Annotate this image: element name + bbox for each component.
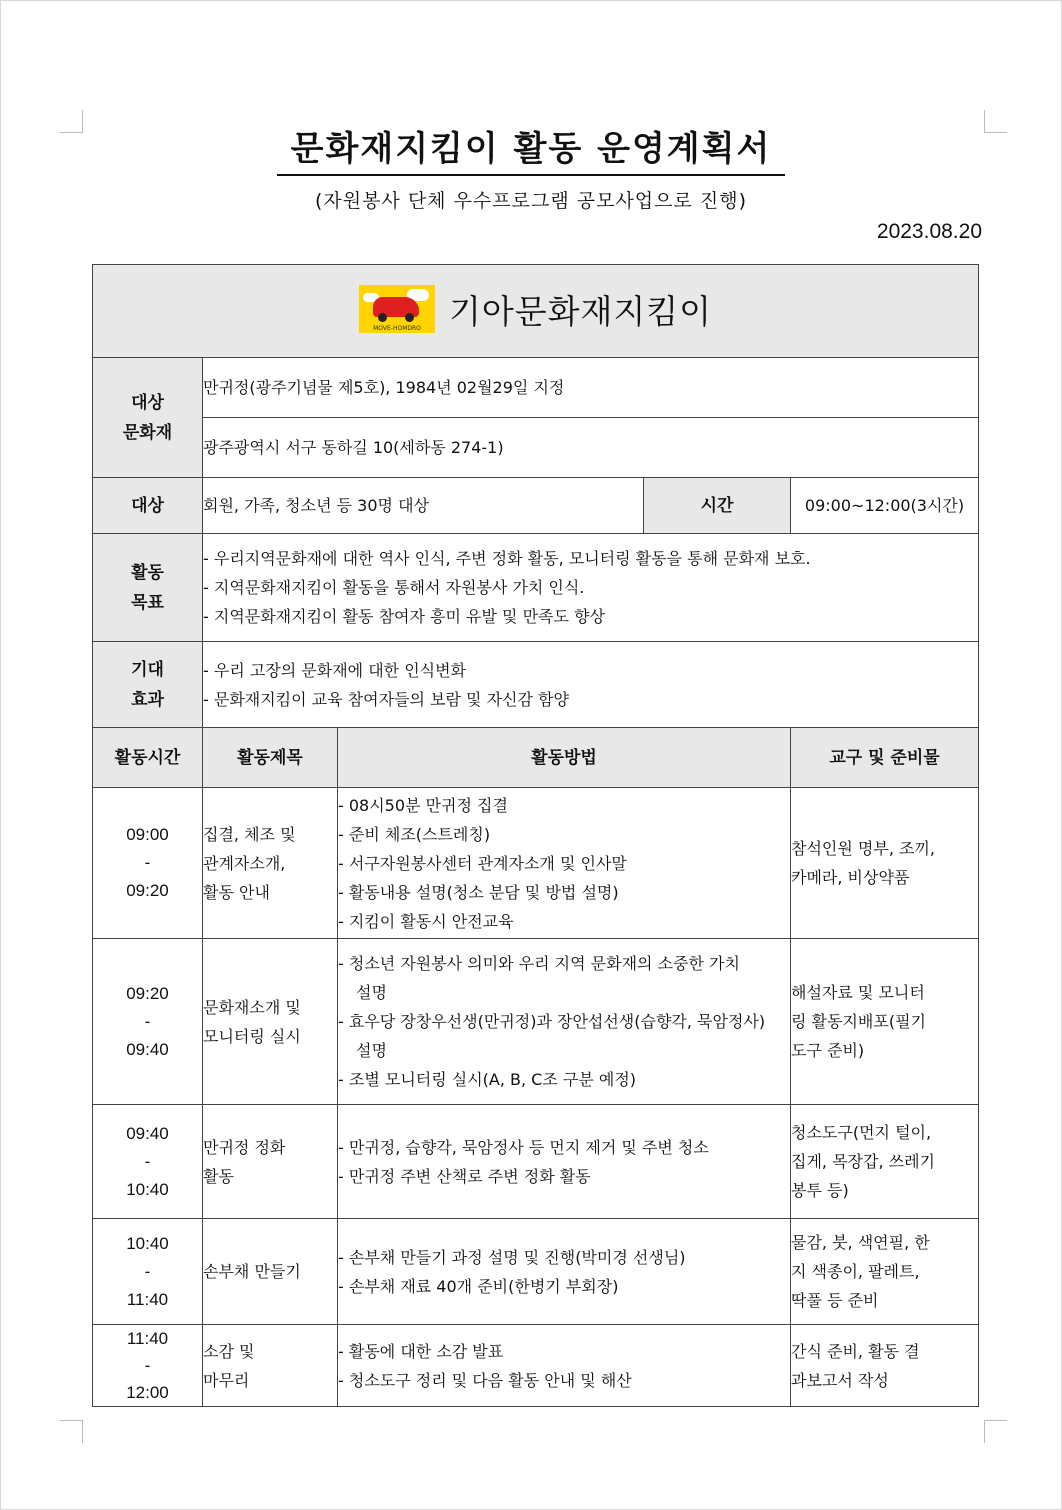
heritage-label: 대상 문화재 — [93, 358, 203, 478]
row-method: - 손부채 만들기 과정 설명 및 진행(박미경 선생님) - 손부채 재료 40개 준비(한병기 부회장) — [338, 1219, 791, 1325]
row-title: 문화재소개 및 모니터링 실시 — [203, 939, 338, 1105]
table-row — [93, 1219, 979, 1325]
goal-label: 활동 목표 — [93, 534, 203, 642]
document-title-wrap — [0, 128, 1062, 176]
row-time: 09:40 - 10:40 — [93, 1105, 203, 1219]
col-header-time: 활동시간 — [93, 728, 203, 788]
row-time: 09:00 - 09:20 — [93, 788, 203, 939]
row-time: 09:20 - 09:40 — [93, 939, 203, 1105]
org-banner — [93, 265, 979, 358]
heritage-address: 광주광역시 서구 동하길 10(세하동 274-1) — [203, 418, 979, 478]
table-row — [93, 939, 979, 1105]
heritage-row-2 — [93, 418, 979, 478]
effect-list — [203, 642, 979, 728]
goal-item: - 지역문화재지킴이 활동 참여자 흥미 유발 및 만족도 향상 — [203, 607, 605, 626]
goal-item: - 우리지역문화재에 대한 역사 인식, 주변 정화 활동, 모니터링 활동을 통해 문화재 보호. — [203, 549, 811, 568]
goal-list — [203, 534, 979, 642]
logo-tagline: MOVE-HOMDRO — [373, 325, 421, 332]
row-materials: 참석인원 명부, 조끼, 카메라, 비상약품 — [791, 788, 979, 939]
crop-mark-bottom-right — [984, 1420, 1007, 1443]
row-time: 10:40 - 11:40 — [93, 1219, 203, 1325]
target-value: 회원, 가족, 청소년 등 30명 대상 — [203, 478, 644, 534]
crop-mark-bottom-left — [60, 1420, 83, 1443]
heritage-name: 만귀정(광주기념물 제5호), 1984년 02월29일 지정 — [203, 358, 979, 418]
document-subtitle: (자원봉사 단체 우수프로그램 공모사업으로 진행) — [314, 190, 748, 212]
row-method: - 만귀정, 습향각, 묵암정사 등 먼지 제거 및 주변 청소 - 만귀정 주변 산책로 주변 정화 활동 — [338, 1105, 791, 1219]
target-row — [93, 478, 979, 534]
effect-item: - 문화재지킴이 교육 참여자들의 보람 및 자신감 함양 — [203, 689, 569, 709]
col-header-title: 활동제목 — [203, 728, 338, 788]
row-method: - 08시50분 만귀정 집결 - 준비 체조(스트레칭) - 서구자원봉사센터 관계자소개 및 인사말 - 활동내용 설명(청소 분담 및 방법 설명) - 지킴이 활동시 안전교육 — [338, 788, 791, 939]
document-title: 문화재지킴이 활동 운영계획서 — [277, 128, 786, 176]
row-title: 손부채 만들기 — [203, 1219, 338, 1325]
schedule-header-row — [93, 728, 979, 788]
row-materials: 해설자료 및 모니터 링 활동지배포(필기 도구 준비) — [791, 939, 979, 1105]
row-title: 만귀정 정화 활동 — [203, 1105, 338, 1219]
effect-item: - 우리 고장의 문화재에 대한 인식변화 — [203, 660, 467, 680]
heritage-row-1 — [93, 358, 979, 418]
banner-row — [93, 265, 979, 358]
row-method: - 청소년 자원봉사 의미와 우리 지역 문화재의 소중한 가치 설명 - 효우당 장창우선생(만귀정)과 장안섭선생(습향각, 묵암정사)설명 - 조별 모니터링 실시(A, B, C조 구분 예정) — [338, 939, 791, 1105]
time-value: 09:00~12:00(3시간) — [791, 478, 979, 534]
row-title: 집결, 체조 및 관계자소개, 활동 안내 — [203, 788, 338, 939]
org-logo-icon — [359, 285, 435, 333]
row-materials: 물감, 붓, 색연필, 한 지 색종이, 팔레트, 딱풀 등 준비 — [791, 1219, 979, 1325]
table-row — [93, 1105, 979, 1219]
plan-table — [92, 264, 979, 1407]
time-label: 시간 — [644, 478, 791, 534]
col-header-method: 활동방법 — [338, 728, 791, 788]
effect-label: 기대 효과 — [93, 642, 203, 728]
row-materials: 청소도구(먼지 털이, 집게, 목장갑, 쓰레기 봉투 등) — [791, 1105, 979, 1219]
org-name: 기아문화재지킴이 — [449, 291, 713, 331]
target-label: 대상 — [93, 478, 203, 534]
effect-row — [93, 642, 979, 728]
table-row — [93, 788, 979, 939]
row-time: 11:40 - 12:00 — [93, 1325, 203, 1407]
row-method: - 활동에 대한 소감 발표 - 청소도구 정리 및 다음 활동 안내 및 해산 — [338, 1325, 791, 1407]
row-materials: 간식 준비, 활동 결 과보고서 작성 — [791, 1325, 979, 1407]
goal-item: - 지역문화재지킴이 활동을 통해서 자원봉사 가치 인식. — [203, 578, 585, 597]
row-title: 소감 및 마무리 — [203, 1325, 338, 1407]
document-date: 2023.08.20 — [876, 220, 982, 243]
col-header-materials: 교구 및 준비물 — [791, 728, 979, 788]
table-row — [93, 1325, 979, 1407]
goal-row — [93, 534, 979, 642]
